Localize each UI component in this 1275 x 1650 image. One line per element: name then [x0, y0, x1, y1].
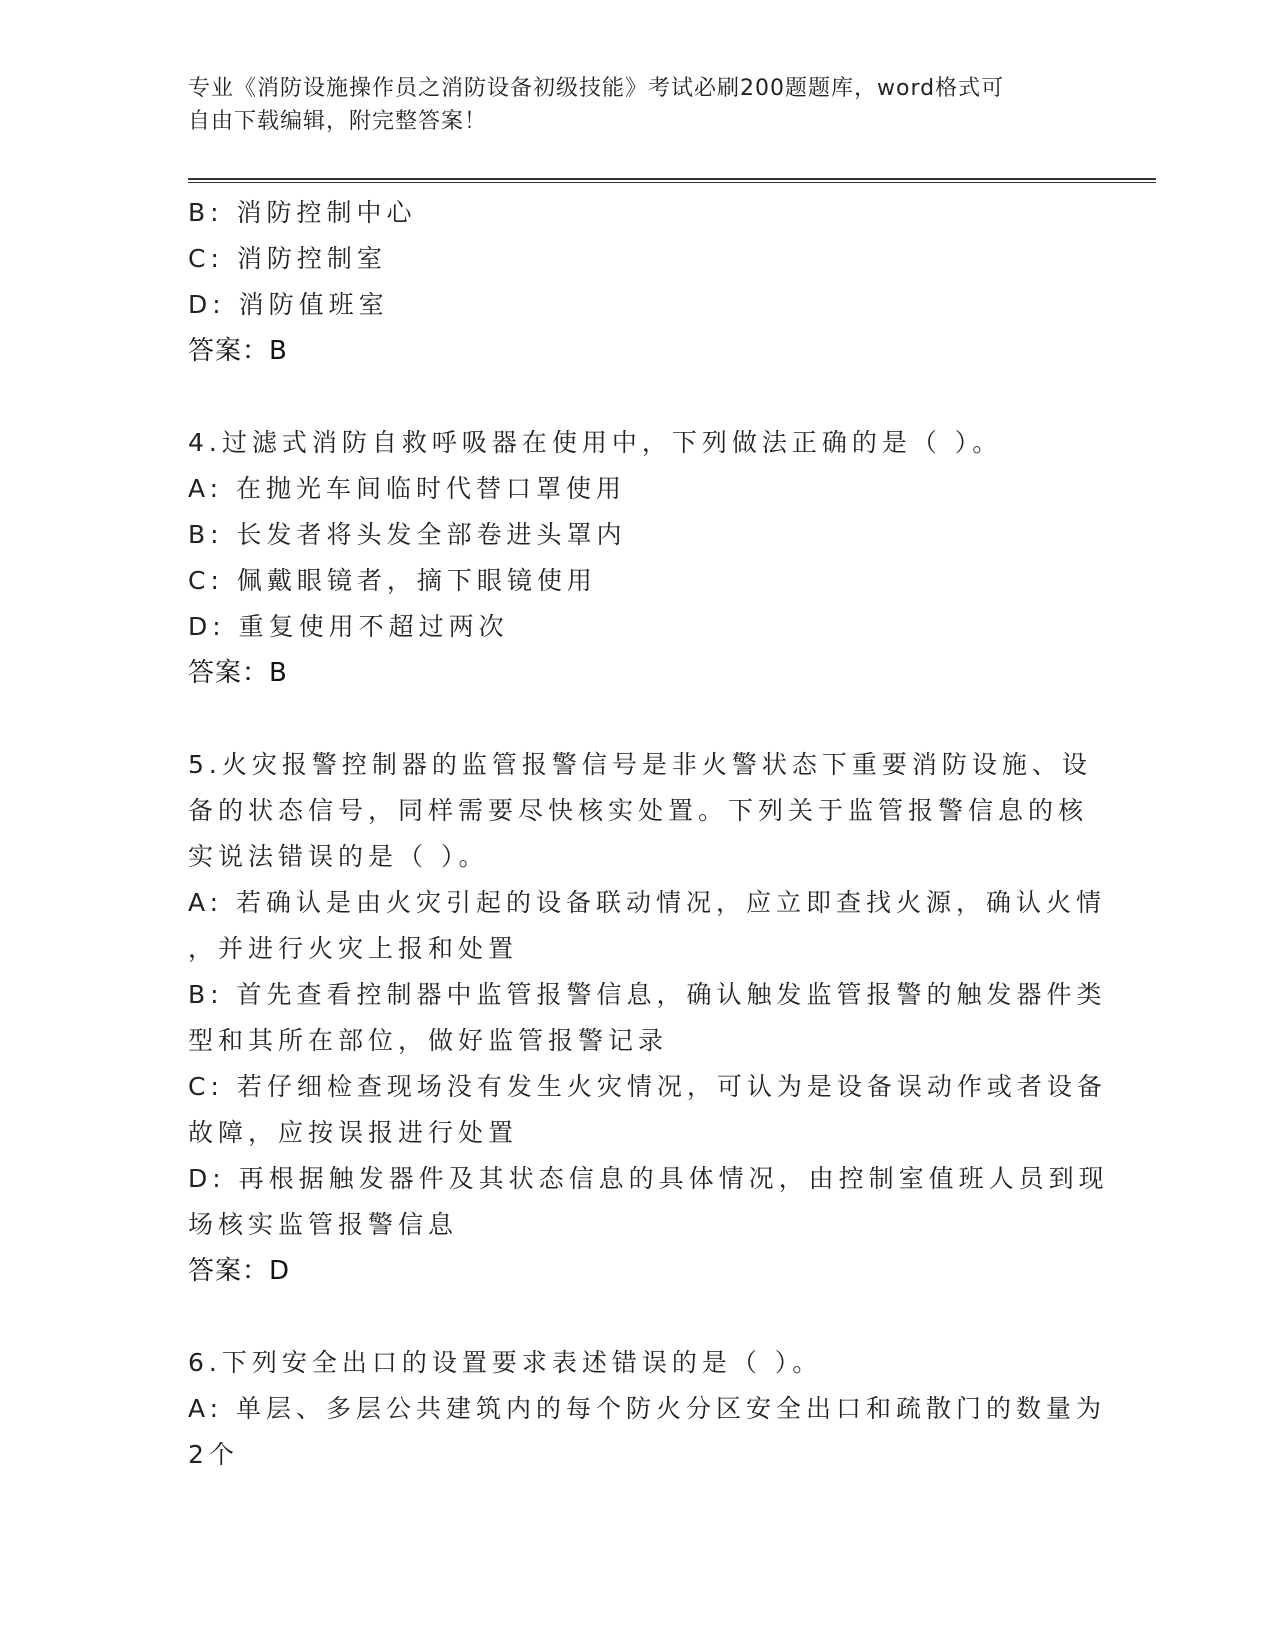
header-divider [188, 178, 1156, 183]
spacer [188, 374, 1088, 420]
question-6-block [188, 1340, 1107, 1478]
q3-answer: 答案：B [188, 336, 288, 366]
q4-option-b: B: 长发者将头发全部卷进头罩内 [188, 520, 627, 549]
q3-option-c: C: 消防控制室 [188, 244, 387, 273]
q5-answer: 答案：D [188, 1256, 291, 1286]
q6-option-a-line-2: 2个 [188, 1440, 239, 1469]
q5-option-b-line-1: B: 首先查看控制器中监管报警信息，确认触发监管报警的触发器件类 [188, 980, 1107, 1009]
question-content [188, 190, 1109, 1478]
q3-option-b: B: 消防控制中心 [188, 198, 417, 227]
question-5-block [188, 742, 1109, 1294]
q5-option-c-line-2: 故障，应按误报进行处置 [188, 1118, 519, 1147]
q5-option-b-line-2: 型和其所在部位，做好监管报警记录 [188, 1026, 669, 1055]
q4-question: 4.过滤式消防自救呼吸器在使用中，下列做法正确的是（ ）。 [188, 428, 1003, 457]
q4-option-c: C: 佩戴眼镜者，摘下眼镜使用 [188, 566, 597, 595]
q5-question-line-1: 5.火灾报警控制器的监管报警信号是非火警状态下重要消防设施、设 [188, 750, 1092, 779]
q5-option-a-line-1: A: 若确认是由火灾引起的设备联动情况，应立即查找火源，确认火情 [188, 888, 1107, 917]
spacer [188, 696, 1088, 742]
q5-option-c-line-1: C: 若仔细检查现场没有发生火灾情况，可认为是设备误动作或者设备 [188, 1072, 1107, 1101]
q5-question-line-3: 实说法错误的是（ ）。 [188, 842, 489, 871]
spacer [188, 1294, 1088, 1340]
header-line-1: 专业《消防设施操作员之消防设备初级技能》考试必刷200题题库，word格式可 [188, 76, 1005, 101]
q5-option-a-line-2: ，并进行火灾上报和处置 [188, 934, 519, 963]
q4-option-a: A: 在抛光车间临时代替口罩使用 [188, 474, 627, 503]
page-header [188, 72, 1088, 138]
q4-answer: 答案：B [188, 658, 288, 688]
header-line-2: 自由下载编辑，附完整答案！ [188, 109, 488, 134]
q5-option-d-line-2: 场核实监管报警信息 [188, 1210, 459, 1239]
q5-question-line-2: 备的状态信号，同样需要尽快核实处置。下列关于监管报警信息的核 [188, 796, 1089, 825]
q6-question: 6.下列安全出口的设置要求表述错误的是（ ）。 [188, 1348, 823, 1377]
question-4-block [188, 420, 1088, 696]
q6-option-a-line-1: A: 单层、多层公共建筑内的每个防火分区安全出口和疏散门的数量为 [188, 1394, 1107, 1423]
q5-option-d-line-1: D: 再根据触发器件及其状态信息的具体情况，由控制室值班人员到现 [188, 1164, 1109, 1193]
question-3-block [188, 190, 1088, 374]
q3-option-d: D: 消防值班室 [188, 290, 389, 319]
q4-option-d: D: 重复使用不超过两次 [188, 612, 509, 641]
